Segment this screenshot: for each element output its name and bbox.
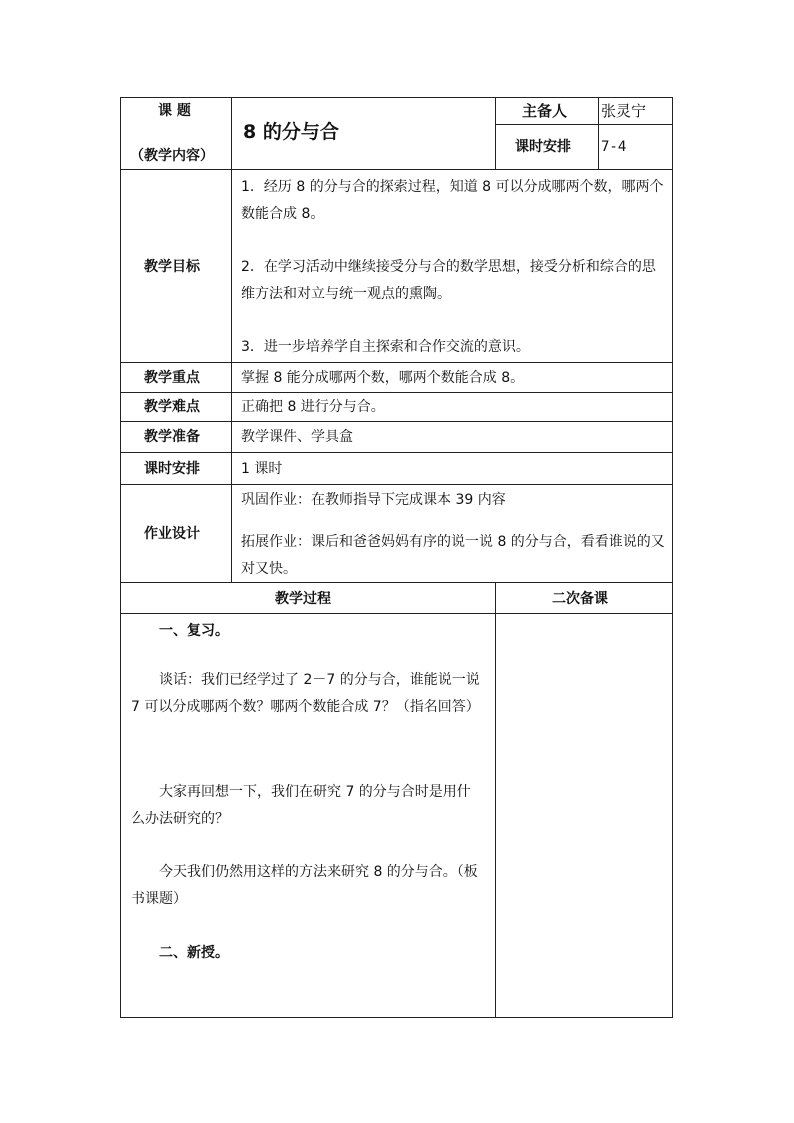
table-line <box>120 362 673 363</box>
objective-item-1: 1．经历 8 的分与合的探索过程，知道 8 可以分成哪两个数，哪两个数能合成 8。 <box>241 179 664 222</box>
hours-label: 课时安排 <box>144 461 200 477</box>
table-line <box>231 97 232 583</box>
preparation-label: 教学准备 <box>144 429 200 445</box>
hours-value: 1 课时 <box>241 461 283 477</box>
homework-item-1: 巩固作业：在教师指导下完成课本 39 内容 <box>241 492 506 508</box>
preparer-name: 张灵宁 <box>601 102 647 120</box>
section-review-heading: 一、复习。 <box>159 623 229 639</box>
table-border-top <box>120 97 673 98</box>
table-line <box>495 97 496 170</box>
preparer-label: 主备人 <box>522 102 568 120</box>
process-paragraph-2: 大家再回想一下，我们在研究 7 的分与合时是用什么办法研究的？ <box>131 784 471 827</box>
topic-label: 课 题 <box>158 103 191 119</box>
table-border-bottom <box>120 1017 673 1018</box>
table-border-right <box>672 97 673 1018</box>
difficulty-label: 教学难点 <box>144 399 200 415</box>
key-point-label: 教学重点 <box>144 370 200 386</box>
difficulty-value: 正确把 8 进行分与合。 <box>241 399 385 415</box>
table-line <box>120 613 673 614</box>
secondary-prep-label: 二次备课 <box>552 591 608 607</box>
table-line <box>495 124 673 125</box>
process-paragraph-3: 今天我们仍然用这样的方法来研究 8 的分与合。（板书课题） <box>131 864 478 907</box>
table-line <box>120 452 673 453</box>
objective-item-2: 2．在学习活动中继续接受分与合的数学思想，接受分析和综合的思维方法和对立与统一观点的熏陶。 <box>241 259 656 302</box>
schedule-label: 课时安排 <box>515 139 571 155</box>
table-line <box>598 97 599 170</box>
table-line <box>495 582 496 1018</box>
objectives-label: 教学目标 <box>144 259 200 275</box>
topic-sub-label: （教学内容） <box>130 148 214 164</box>
table-line <box>120 484 673 485</box>
table-line <box>120 169 673 170</box>
key-point-value: 掌握 8 能分成哪两个数，哪两个数能合成 8。 <box>241 370 525 386</box>
table-line <box>120 392 673 393</box>
homework-label: 作业设计 <box>144 526 200 542</box>
schedule-value: 7-4 <box>601 139 627 155</box>
section-new-heading: 二、新授。 <box>159 945 229 961</box>
table-line <box>120 421 673 422</box>
preparation-value: 教学课件、学具盒 <box>241 429 353 445</box>
process-paragraph-1: 谈话：我们已经学过了 2－7 的分与合，谁能说一说 7 可以分成哪两个数？哪两个数能合成 7？（指名回答） <box>131 672 480 715</box>
process-label: 教学过程 <box>275 591 331 607</box>
lesson-title: 8 的分与合 <box>243 121 339 143</box>
table-border-left <box>120 97 121 1018</box>
homework-item-2: 拓展作业：课后和爸爸妈妈有序的说一说 8 的分与合，看看谁说的又对又快。 <box>241 534 665 577</box>
objective-item-3: 3．进一步培养学自主探索和合作交流的意识。 <box>241 339 530 355</box>
